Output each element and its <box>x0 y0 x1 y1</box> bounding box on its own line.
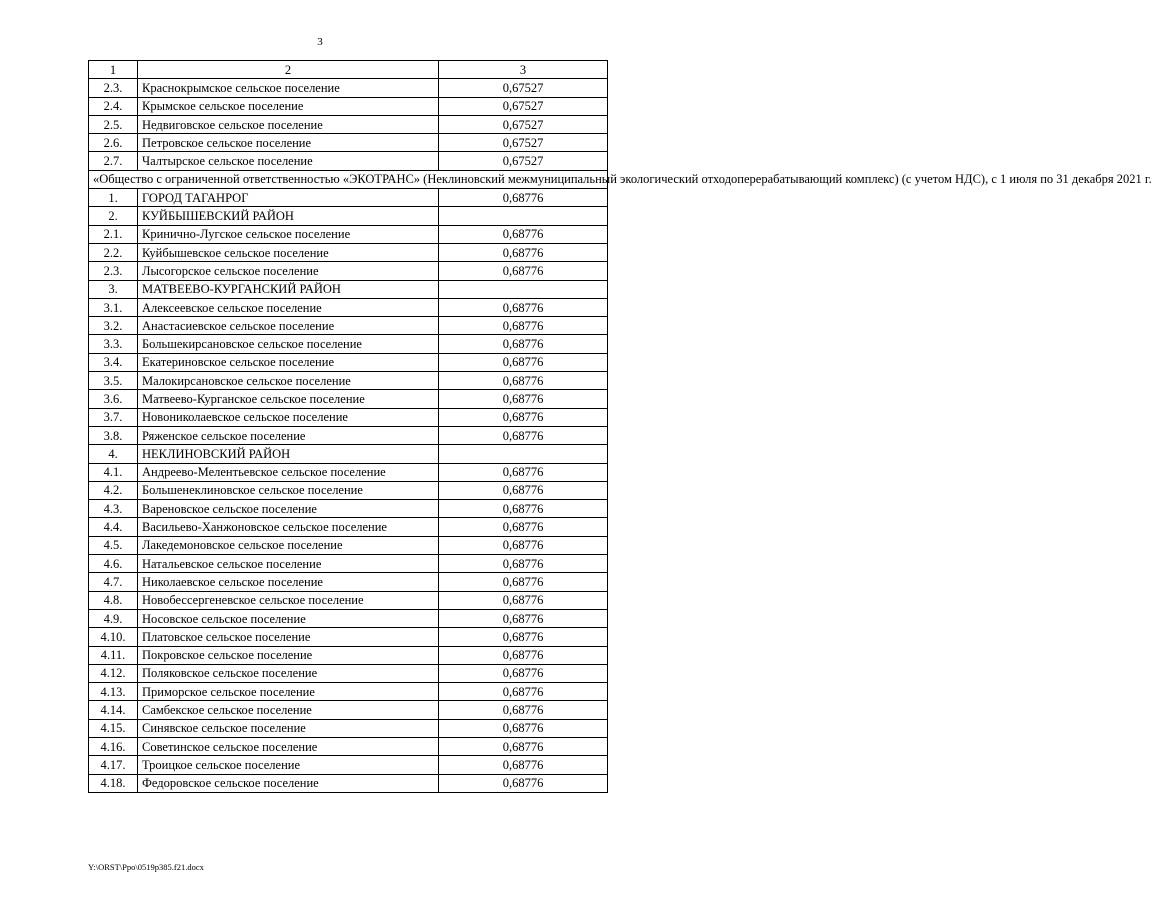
table-row <box>89 280 608 298</box>
row-value: 0,68776 <box>439 664 608 682</box>
row-number: 4.3. <box>89 500 138 518</box>
page-number: 3 <box>317 36 323 48</box>
row-value: 0,68776 <box>439 555 608 573</box>
row-value: 0,68776 <box>439 317 608 335</box>
row-number: 3.4. <box>89 353 138 371</box>
header-column-2: 2 <box>138 61 439 79</box>
row-value <box>439 445 608 463</box>
row-number: 4.9. <box>89 609 138 627</box>
table-row <box>89 225 608 243</box>
row-number: 2.3. <box>89 262 138 280</box>
table-row <box>89 243 608 261</box>
table-row <box>89 353 608 371</box>
header-column-3: 3 <box>439 61 608 79</box>
row-name: Николаевское сельское поселение <box>138 573 439 591</box>
table-header-row <box>89 61 608 79</box>
row-number: 4.8. <box>89 591 138 609</box>
row-name: Самбекское сельское поселение <box>138 701 439 719</box>
row-name: Чалтырское сельское поселение <box>138 152 439 170</box>
row-value: 0,67527 <box>439 152 608 170</box>
row-value: 0,67527 <box>439 134 608 152</box>
row-number: 4.14. <box>89 701 138 719</box>
row-name: Новобессергеневское сельское поселение <box>138 591 439 609</box>
table-row <box>89 262 608 280</box>
row-name: Алексеевское сельское поселение <box>138 298 439 316</box>
row-name: Синявское сельское поселение <box>138 719 439 737</box>
row-value: 0,68776 <box>439 335 608 353</box>
table-row <box>89 701 608 719</box>
row-name: Матвеево-Курганское сельское поселение <box>138 390 439 408</box>
row-value: 0,68776 <box>439 298 608 316</box>
row-name: Анастасиевское сельское поселение <box>138 317 439 335</box>
row-value: 0,68776 <box>439 463 608 481</box>
row-name: Кринично-Лугское сельское поселение <box>138 225 439 243</box>
row-value: 0,68776 <box>439 262 608 280</box>
row-value: 0,67527 <box>439 79 608 97</box>
row-value: 0,68776 <box>439 756 608 774</box>
table-row <box>89 426 608 444</box>
row-number: 3.8. <box>89 426 138 444</box>
row-number: 3.2. <box>89 317 138 335</box>
table-row <box>89 390 608 408</box>
row-value: 0,68776 <box>439 390 608 408</box>
row-value: 0,68776 <box>439 500 608 518</box>
row-value: 0,68776 <box>439 518 608 536</box>
table-row <box>89 591 608 609</box>
row-name: Андреево-Мелентьевское сельское поселение <box>138 463 439 481</box>
row-number: 4.7. <box>89 573 138 591</box>
row-name: Советинское сельское поселение <box>138 737 439 755</box>
table-row <box>89 609 608 627</box>
row-name: Краснокрымское сельское поселение <box>138 79 439 97</box>
row-value: 0,68776 <box>439 243 608 261</box>
row-name: Федоровское сельское поселение <box>138 774 439 792</box>
row-number: 3.6. <box>89 390 138 408</box>
table-row <box>89 445 608 463</box>
table-row <box>89 555 608 573</box>
table-row <box>89 500 608 518</box>
row-value <box>439 280 608 298</box>
table-row <box>89 683 608 701</box>
row-number: 4.5. <box>89 536 138 554</box>
row-number: 2.1. <box>89 225 138 243</box>
table-row <box>89 481 608 499</box>
row-name: Ряженское сельское поселение <box>138 426 439 444</box>
table-row <box>89 207 608 225</box>
table-row <box>89 628 608 646</box>
row-number: 4.4. <box>89 518 138 536</box>
row-name: Большекирсановское сельское поселение <box>138 335 439 353</box>
row-name: Большенеклиновское сельское поселение <box>138 481 439 499</box>
row-number: 2.3. <box>89 79 138 97</box>
row-number: 4.18. <box>89 774 138 792</box>
table-row <box>89 372 608 390</box>
row-number: 4.13. <box>89 683 138 701</box>
row-name: Покровское сельское поселение <box>138 646 439 664</box>
section-title: «Общество с ограниченной ответственностью «ЭКОТРАНС» (Неклиновский межмуниципальный экологический отходоперерабатывающий комплекс) (с учетом НДС), с 1 июля по 31 декабря 2021 г. <box>89 170 608 188</box>
row-name: Троицкое сельское поселение <box>138 756 439 774</box>
row-name: Петровское сельское поселение <box>138 134 439 152</box>
row-value: 0,68776 <box>439 774 608 792</box>
row-value: 0,68776 <box>439 481 608 499</box>
row-name: Платовское сельское поселение <box>138 628 439 646</box>
table-row <box>89 189 608 207</box>
row-value: 0,68776 <box>439 628 608 646</box>
row-name: Куйбышевское сельское поселение <box>138 243 439 261</box>
table-row <box>89 152 608 170</box>
table-row <box>89 518 608 536</box>
table-row <box>89 79 608 97</box>
table-row <box>89 646 608 664</box>
row-name: Новониколаевское сельское поселение <box>138 408 439 426</box>
row-number: 4.10. <box>89 628 138 646</box>
table-row <box>89 298 608 316</box>
row-name: Васильево-Ханжоновское сельское поселение <box>138 518 439 536</box>
row-name: Вареновское сельское поселение <box>138 500 439 518</box>
table-row <box>89 573 608 591</box>
table-row <box>89 335 608 353</box>
section-title-row <box>89 170 608 188</box>
row-number: 4.15. <box>89 719 138 737</box>
row-name: Екатериновское сельское поселение <box>138 353 439 371</box>
row-number: 2.6. <box>89 134 138 152</box>
table-row <box>89 134 608 152</box>
table-row <box>89 664 608 682</box>
row-value: 0,68776 <box>439 719 608 737</box>
row-number: 4.12. <box>89 664 138 682</box>
row-number: 2. <box>89 207 138 225</box>
row-name: Поляковское сельское поселение <box>138 664 439 682</box>
row-number: 2.5. <box>89 115 138 133</box>
row-value: 0,68776 <box>439 225 608 243</box>
row-number: 2.2. <box>89 243 138 261</box>
row-value: 0,68776 <box>439 536 608 554</box>
table-row <box>89 115 608 133</box>
table-row <box>89 97 608 115</box>
row-name: Носовское сельское поселение <box>138 609 439 627</box>
row-name: КУЙБЫШЕВСКИЙ РАЙОН <box>138 207 439 225</box>
row-number: 2.4. <box>89 97 138 115</box>
row-number: 4.1. <box>89 463 138 481</box>
row-name: Лысогорское сельское поселение <box>138 262 439 280</box>
row-value: 0,68776 <box>439 372 608 390</box>
table-row <box>89 756 608 774</box>
row-number: 4.16. <box>89 737 138 755</box>
footer-file-path: Y:\ORST\Ppo\0519p385.f21.docx <box>88 862 204 872</box>
row-number: 4.17. <box>89 756 138 774</box>
row-name: ГОРОД ТАГАНРОГ <box>138 189 439 207</box>
row-name: Недвиговское сельское поселение <box>138 115 439 133</box>
row-number: 3.1. <box>89 298 138 316</box>
row-value: 0,68776 <box>439 646 608 664</box>
row-number: 1. <box>89 189 138 207</box>
row-number: 3.7. <box>89 408 138 426</box>
row-value: 0,68776 <box>439 737 608 755</box>
row-value: 0,67527 <box>439 97 608 115</box>
row-value: 0,68776 <box>439 591 608 609</box>
table-row <box>89 408 608 426</box>
header-column-1: 1 <box>89 61 138 79</box>
table-row <box>89 774 608 792</box>
row-number: 2.7. <box>89 152 138 170</box>
row-number: 4.6. <box>89 555 138 573</box>
row-value: 0,68776 <box>439 189 608 207</box>
row-number: 4.2. <box>89 481 138 499</box>
table-row <box>89 536 608 554</box>
tariff-table <box>88 60 1152 793</box>
row-value: 0,68776 <box>439 353 608 371</box>
row-name: МАТВЕЕВО-КУРГАНСКИЙ РАЙОН <box>138 280 439 298</box>
row-value <box>439 207 608 225</box>
row-value: 0,67527 <box>439 115 608 133</box>
row-name: Малокирсановское сельское поселение <box>138 372 439 390</box>
table-row <box>89 737 608 755</box>
table-row <box>89 317 608 335</box>
row-name: НЕКЛИНОВСКИЙ РАЙОН <box>138 445 439 463</box>
row-number: 3. <box>89 280 138 298</box>
table-row <box>89 463 608 481</box>
row-value: 0,68776 <box>439 426 608 444</box>
row-value: 0,68776 <box>439 609 608 627</box>
row-name: Натальевское сельское поселение <box>138 555 439 573</box>
row-value: 0,68776 <box>439 701 608 719</box>
table-row <box>89 719 608 737</box>
row-value: 0,68776 <box>439 408 608 426</box>
row-number: 3.3. <box>89 335 138 353</box>
row-value: 0,68776 <box>439 573 608 591</box>
row-number: 4. <box>89 445 138 463</box>
row-name: Крымское сельское поселение <box>138 97 439 115</box>
row-number: 4.11. <box>89 646 138 664</box>
row-name: Приморское сельское поселение <box>138 683 439 701</box>
row-name: Лакедемоновское сельское поселение <box>138 536 439 554</box>
row-value: 0,68776 <box>439 683 608 701</box>
row-number: 3.5. <box>89 372 138 390</box>
